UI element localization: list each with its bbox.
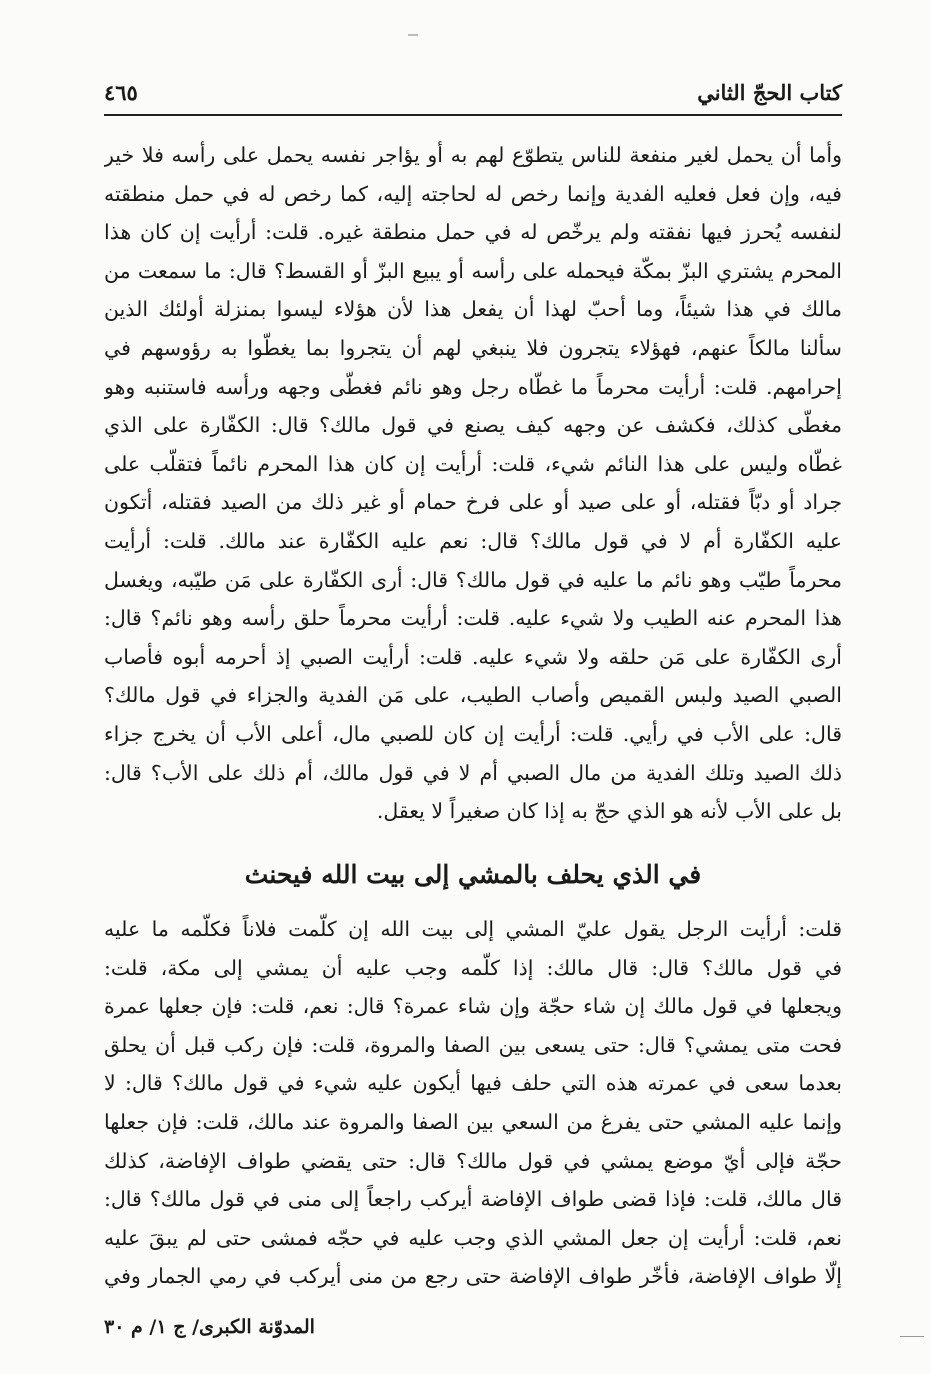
- text-line: غطّاه وليس على هذا النائم شيء، قلت: أرأيت إن كان هذا المحرم نائماً فتقلّب على: [104, 451, 842, 476]
- body-text-top: [104, 136, 842, 831]
- text-line: بل على الأب لأنه هو الذي حجّ به إذا كان صغيراً لا يعقل.: [376, 799, 842, 824]
- text-line: قال: على الأب في رأيي. قلت: أرأيت إن كان للصبي مال، أعلى الأب أن يخرج جزاء: [104, 721, 842, 746]
- scan-mark: [408, 34, 418, 36]
- text-line: وأما أن يحمل لغير منفعة للناس يتطوّع لهم به أو يؤاجر نفسه يحمل على رأسه فلا خير: [104, 143, 842, 167]
- text-line: نعم، قلت: أرأيت إن جعل المشي الذي وجب عليه في حجّه فمشى حتى لم يبقَ عليه: [104, 1225, 842, 1250]
- header-rule: [104, 114, 842, 116]
- text-line: ذلك الصيد وتلك الفدية من مال الصبي أم لا في قول مالك، أم ذلك على الأب؟ قال:: [104, 760, 842, 785]
- signature-mark: المدوّنة الكبرى/ ج ١/ م ٣٠: [104, 1316, 315, 1338]
- text-line: في قول مالك؟ قال: قال مالك: إذا كلّمه وجب عليه أن يمشي إلى مكة، قلت:: [104, 955, 842, 980]
- text-line: مغطّى كذلك، فكشف عن وجهه كيف يصنع في قول مالك؟ قال: الكفّارة على الذي: [104, 413, 842, 438]
- text-line: مالك في هذا شيئاً، وما أحبّ لهذا أن يفعل هذا لأن هؤلاء ليسوا بمنزلة أولئك الذين: [104, 297, 842, 322]
- text-line: الصبي الصيد ولبس القميص وأصاب الطيب، على مَن الفدية والجزاء في قول مالك؟: [104, 683, 842, 708]
- text-line: إلّا طواف الإفاضة، فأخّر طواف الإفاضة حتى رجع من منى أيركب في رمي الجمار وفي: [104, 1264, 842, 1289]
- text-line: إحرامهم. قلت: أرأيت محرماً ما غطّاه رجل وهو نائم فغطّى وجهه ورأسه فاستنبه وهو: [104, 374, 842, 399]
- text-line: فيه، وإن فعل فعليه الفدية وإنما رخص له لحاجته إليه، كما رخص له في حمل منطقته: [104, 181, 842, 206]
- text-line: سألنا مالكاً عنهم، فهؤلاء يتجرون فلا ينبغي لهم أن يتجروا بما يغطّوا به رؤوسهم في: [104, 335, 842, 360]
- text-line: أرى الكفّارة على مَن حلقه ولا شيء عليه. قلت: أرأيت الصبي إذ أحرمه أبوه فأصاب: [104, 644, 842, 669]
- text-line: جراد أو دبّاً فقتله، أو على صيد أو على فرخ حمام أو غير ذلك من الصيد فقتله، أتكون: [104, 490, 842, 515]
- text-line: قلت: أرأيت الرجل يقول عليّ المشي إلى بيت الله إن كلّمت فلاناً فكلّمه ما عليه: [104, 917, 842, 941]
- text-line: لنفسه يُحرز فيها نفقته ولم يرخّص له في حمل منطقة غيره. قلت: أرأيت إن كان هذا: [104, 220, 842, 245]
- text-line: عليه الكفّارة أم لا في قول مالك؟ قال: نعم عليه الكفّارة عند مالك. قلت: أرأيت: [104, 528, 842, 553]
- text-line: محرماً طيّب وهو نائم ما عليه في قول مالك؟ قال: أرى الكفّارة على مَن طيّبه، ويغسل: [104, 567, 842, 592]
- text-line: بعدما سعى في عمرته هذه التي حلف فيها أيكون عليه شيء في قول مالك؟ قال: لا: [104, 1071, 842, 1096]
- section-heading: في الذي يحلف بالمشي إلى بيت الله فيحنث: [244, 860, 702, 889]
- body-text-bottom: [104, 910, 842, 1296]
- page-number: ٤٦٥: [104, 80, 138, 105]
- text-line: المحرم يشتري البزّ بمكّة فيحمله على رأسه أو يبيع البزّ أو القسط؟ قال: ما سمعت من: [104, 258, 842, 283]
- text-line: فحت متى يمشي؟ قال: حتى يسعى بين الصفا والمروة، قلت: فإن ركب قبل أن يحلق: [104, 1032, 842, 1057]
- text-line: هذا المحرم عنه الطيب ولا شيء عليه. قلت: أرأيت محرماً حلق رأسه وهو نائم؟ قال:: [104, 606, 842, 631]
- text-line: حجّة فإلى أيّ موضع يمشي في قول مالك؟ قال: حتى يقضي طواف الإفاضة، كذلك: [104, 1148, 842, 1173]
- book-title: كتاب الحجّ الثاني: [697, 80, 842, 105]
- text-line: ويجعلها في قول مالك إن شاء حجّة وإن شاء عمرة؟ قال: نعم، قلت: فإن جعلها عمرة: [104, 994, 842, 1019]
- text-line: وإنما عليه المشي حتى يفرغ من السعي بين الصفا والمروة عند مالك، قلت: فإن جعلها: [104, 1109, 842, 1134]
- text-line: قال مالك، قلت: فإذا قضى طواف الإفاضة أيركب راجعاً إلى منى في قول مالك؟ قال:: [104, 1187, 842, 1212]
- scan-mark: [900, 1336, 924, 1337]
- running-header: [104, 80, 842, 114]
